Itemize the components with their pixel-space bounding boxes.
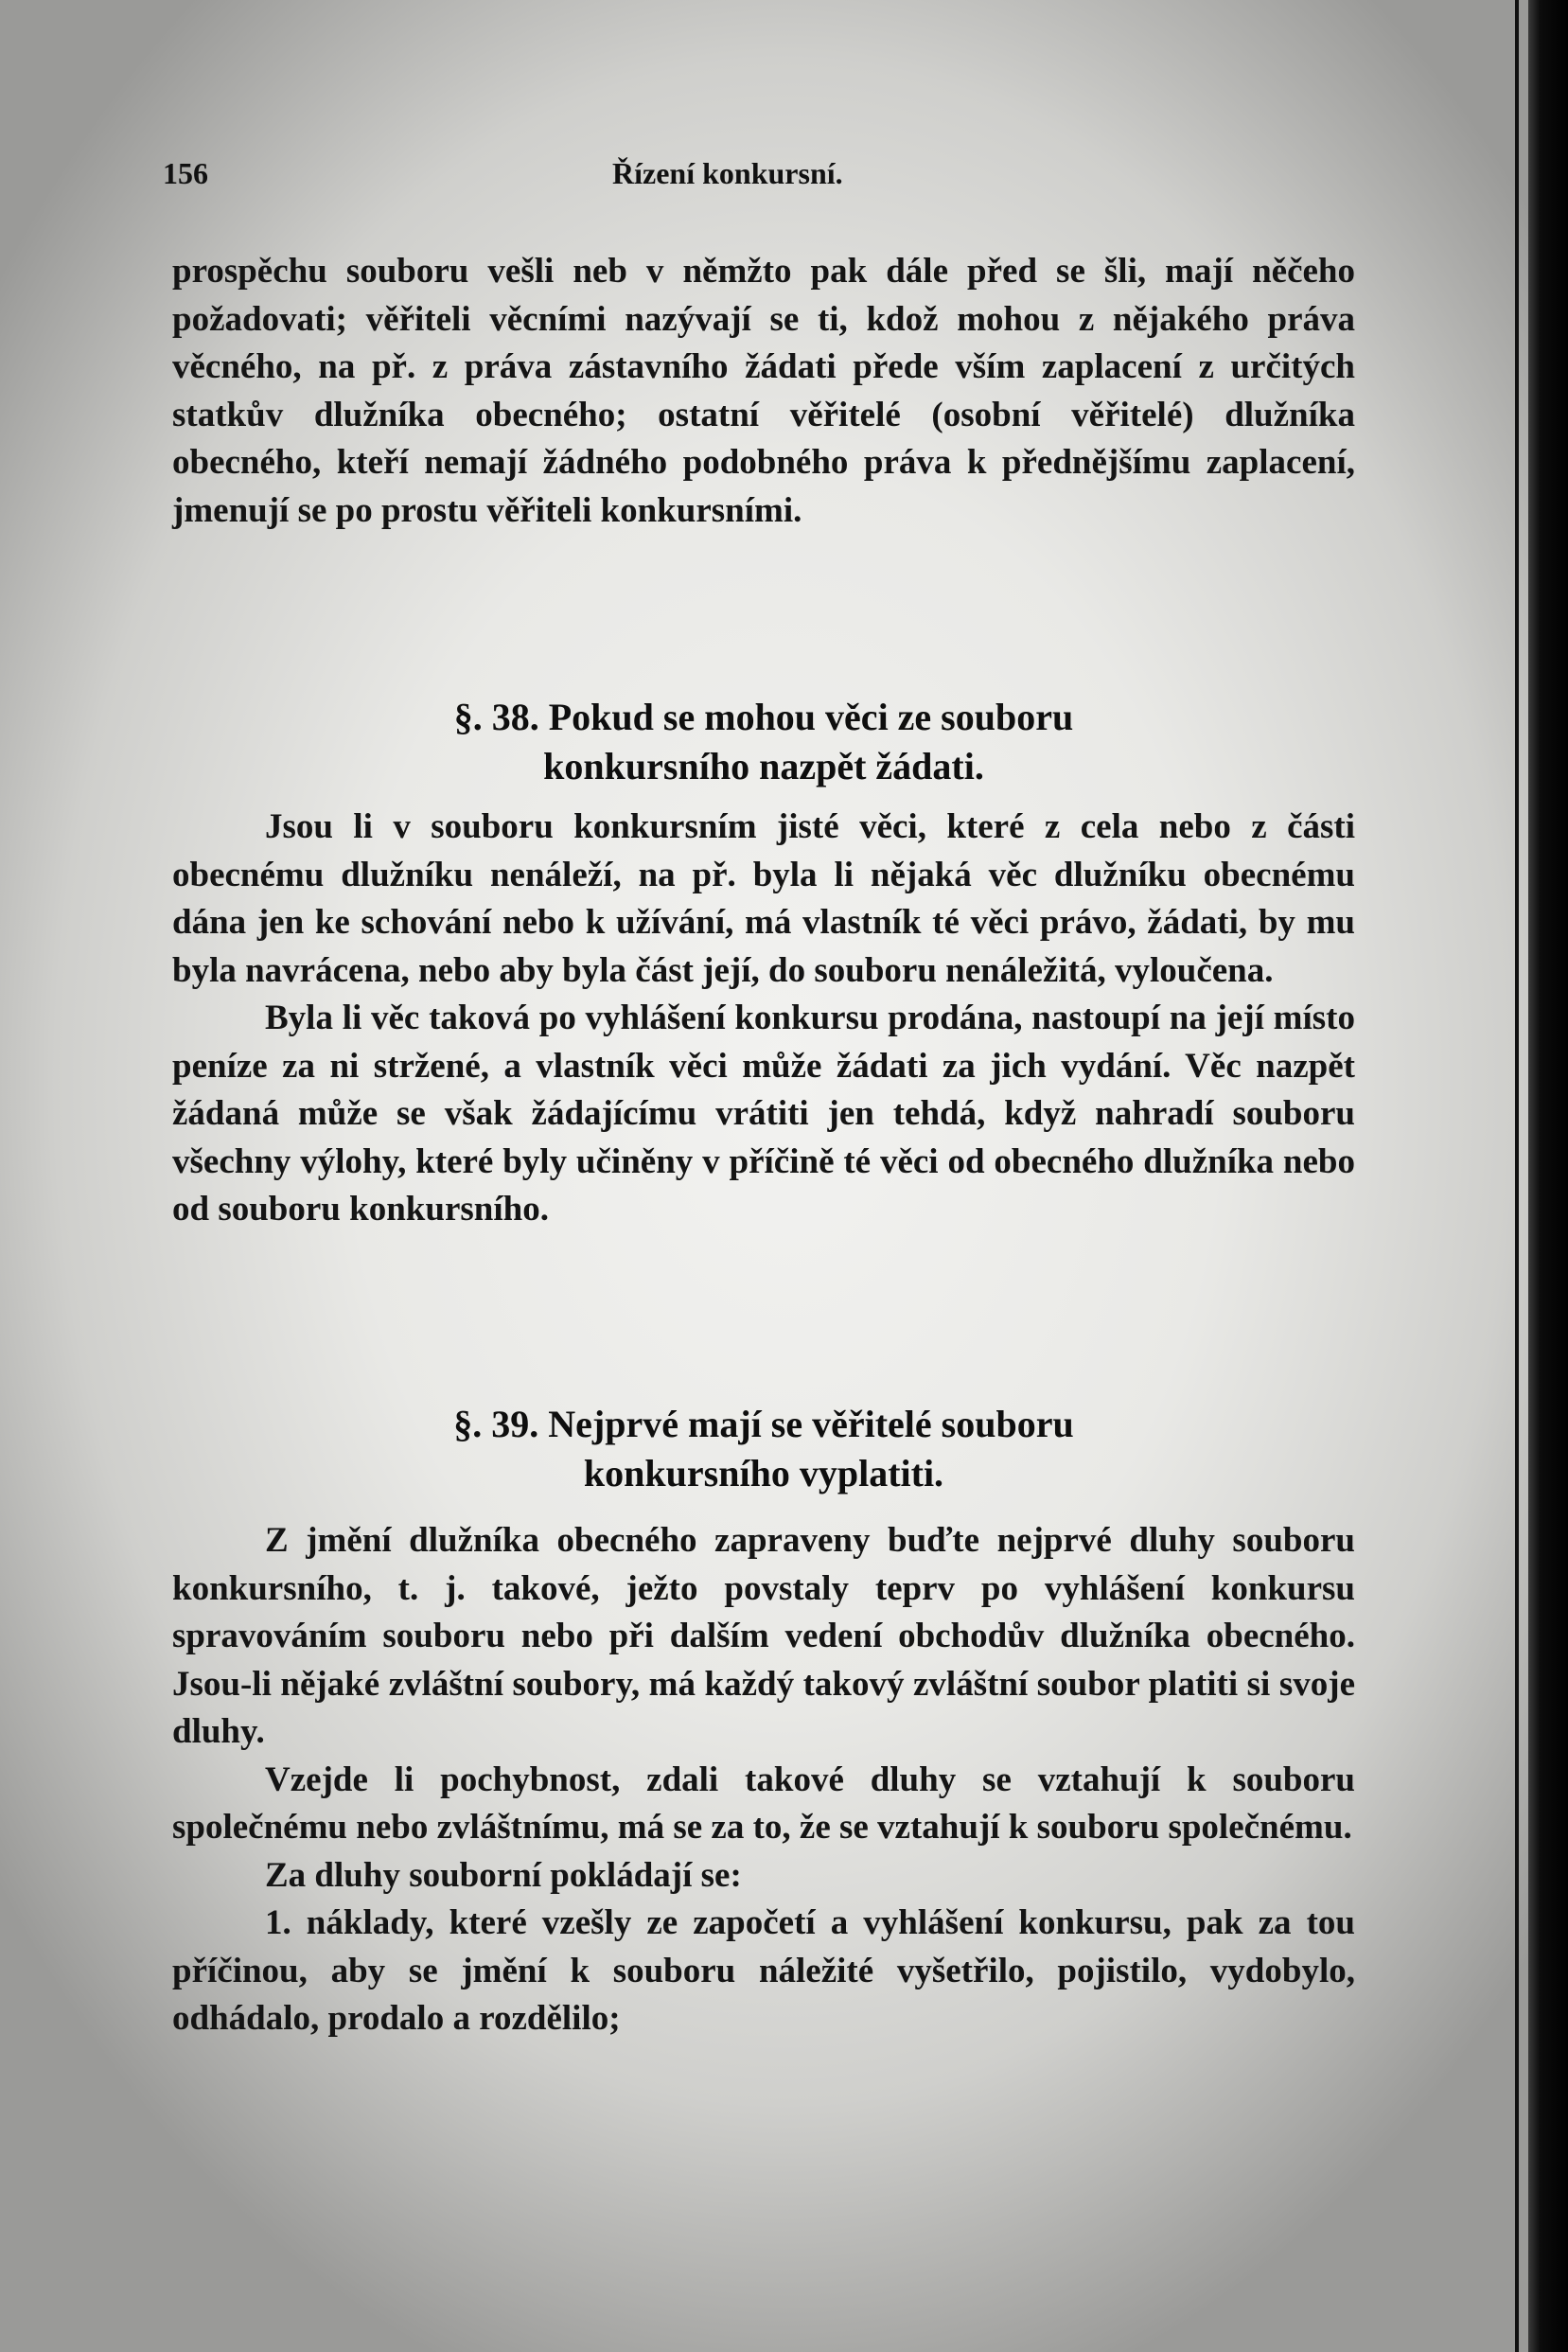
intro-paragraph: prospěchu souboru vešli neb v němžto pak dále před se šli, mají něčeho požadovati; věřiteli věcními nazývají se ti, kdož mohou z nějakého práva věcného, na př. z práva zástavního žádati přede vším zaplacení z určitých statkův dlužníka obecného; ostatní věřitelé (osobní věřitelé) dlužníka obecného, kteří nemají žádného podobného práva k přednějšímu zaplacení, jmenují se po prostu věřiteli konkursními. xyxy=(172,252,1355,530)
page-header xyxy=(163,156,1355,199)
section-39-heading-line2: konkursního vyplatiti. xyxy=(583,1452,944,1494)
running-title: Řízení konkursní. xyxy=(612,156,843,190)
section-38-heading-line1: §. 38. Pokud se mohou věci ze souboru xyxy=(453,696,1074,738)
page-edge-shadow xyxy=(1528,0,1568,2352)
section-39-paragraph-3: Za dluhy souborní pokládají se: xyxy=(265,1855,742,1895)
section-38-heading-line2: konkursního nazpět žádati. xyxy=(543,745,984,787)
section-38-paragraph-1: Jsou li v souboru konkursním jisté věci, které z cela nebo z části obecnému dlužníku nenáleží, na př. byla li nějaká věc dlužníku obecnému dána jen ke schování nebo k užívání, má vlastník té věci právo, žádati, by mu byla navrácena, nebo aby byla část její, do souboru nenáležitá, vyloučena. xyxy=(172,807,1355,990)
section-38-heading xyxy=(172,693,1355,791)
page-number: 156 xyxy=(163,156,208,190)
section-39-body xyxy=(172,1517,1355,2043)
section-39-list-item-1: 1. náklady, které vzešly ze započetí a vyhlášení konkursu, pak za tou příčinou, aby se jmění k souboru náležité vyšetřilo, pojistilo, vydobylo, odhádalo, prodalo a rozdělilo; xyxy=(172,1903,1355,2038)
section-39-paragraph-1: Z jmění dlužníka obecného zapraveny buďte nejprvé dluhy souboru konkursního, t. j. takové, ježto povstaly teprv po vyhlášení konkursu spravováním souboru nebo při dalším vedení obchodův dlužníka obecného. Jsou-li nějaké zvláštní soubory, má každý takový zvláštní soubor platiti si svoje dluhy. xyxy=(172,1521,1355,1751)
binding-shadow-line xyxy=(1515,0,1519,2352)
intro-paragraph-block xyxy=(172,248,1355,535)
section-39-heading xyxy=(172,1400,1355,1498)
section-39-paragraph-2: Vzejde li pochybnost, zdali takové dluhy se vztahují k souboru společnému nebo zvláštnímu, má se za to, že se vztahují k souboru společnému. xyxy=(172,1760,1355,1847)
section-38-body xyxy=(172,804,1355,1234)
section-39-heading-line1: §. 39. Nejprvé mají se věřitelé souboru xyxy=(453,1403,1074,1445)
section-38-paragraph-2: Byla li věc taková po vyhlášení konkursu prodána, nastoupí na její místo peníze za ni stržené, a vlastník věci může žádati za jich vydání. Věc nazpět žádaná může se však žádajícímu vrátiti jen tehdá, když nahradí souboru všechny výlohy, které byly učiněny v příčině té věci od obecného dlužníka nebo od souboru konkursního. xyxy=(172,999,1355,1229)
